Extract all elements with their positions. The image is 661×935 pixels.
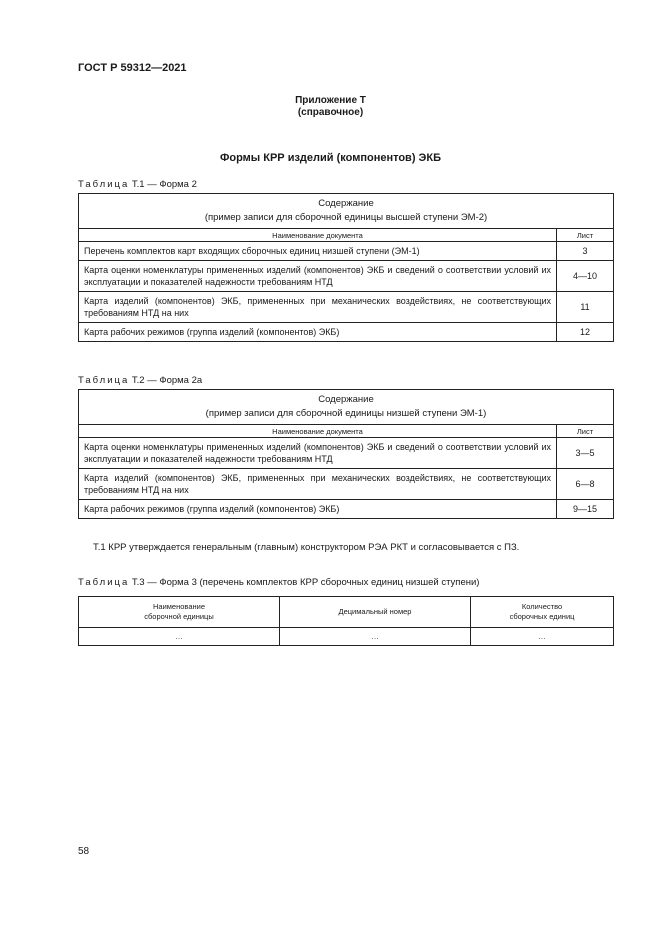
table1-caption bbox=[78, 179, 197, 190]
table1-title: Содержание bbox=[318, 198, 374, 209]
table2-sheet-cell: 6—8 bbox=[557, 469, 614, 500]
table2-caption bbox=[78, 375, 202, 386]
table-row bbox=[79, 438, 614, 469]
table3-col1-line2: сборочной единицы bbox=[144, 612, 214, 621]
table-row bbox=[79, 628, 614, 646]
table-row bbox=[79, 292, 614, 323]
table2-caption-rest: Т.2 — Форма 2а bbox=[129, 375, 203, 386]
table3-cell: … bbox=[471, 628, 614, 646]
table2-col-doc-header: Наименование документа bbox=[79, 425, 557, 438]
table1-title-cell bbox=[79, 194, 614, 229]
table3-col1-line1: Наименование bbox=[153, 602, 205, 611]
table2-caption-prefix: Таблица bbox=[78, 375, 130, 386]
table3-caption-rest: Т.3 — Форма 3 (перечень комплектов КРР сборочных единиц низшей ступени) bbox=[129, 577, 480, 588]
table1-caption-prefix: Таблица bbox=[78, 179, 130, 190]
appendix-subtitle: (справочное) bbox=[297, 107, 364, 118]
table3-caption-prefix: Таблица bbox=[78, 577, 130, 588]
table1-sheet-cell: 11 bbox=[557, 292, 614, 323]
table3-caption bbox=[78, 577, 479, 588]
table2-doc-cell: Карта рабочих режимов (группа изделий (компонентов) ЭКБ) bbox=[79, 500, 557, 519]
approval-note: Т.1 КРР утверждается генеральным (главным) конструктором РЭА РКТ и согласовывается с ПЗ. bbox=[93, 542, 520, 553]
table2-col-sheet-header: Лист bbox=[557, 425, 614, 438]
table3-col1-header bbox=[79, 597, 280, 628]
table-row bbox=[79, 500, 614, 519]
table1-doc-cell: Карта изделий (компонентов) ЭКБ, примененных при механических воздействиях, не соответствующих требованиям НТД на них bbox=[79, 292, 557, 323]
appendix-title: Приложение Т bbox=[295, 95, 366, 106]
table3-col2-header: Децимальный номер bbox=[280, 597, 471, 628]
table1-subtitle: (пример записи для сборочной единицы высшей ступени ЭМ-2) bbox=[204, 212, 488, 223]
table3-col3-line1: Количество bbox=[521, 602, 563, 611]
table2 bbox=[78, 389, 614, 519]
table1-sheet-cell: 12 bbox=[557, 323, 614, 342]
table1-caption-rest: Т.1 — Форма 2 bbox=[129, 179, 197, 190]
document-header: ГОСТ Р 59312—2021 bbox=[78, 62, 187, 74]
table-row bbox=[79, 469, 614, 500]
table2-doc-cell: Карта оценки номенклатуры примененных изделий (компонентов) ЭКБ и сведений о соответствии условий их эксплуатации и показателей надежности требованиям НТД bbox=[79, 438, 557, 469]
table2-doc-cell: Карта изделий (компонентов) ЭКБ, примененных при механических воздействиях, не соответствующих требованиям НТД на них bbox=[79, 469, 557, 500]
table2-title-cell bbox=[79, 390, 614, 425]
table3-cell: … bbox=[79, 628, 280, 646]
appendix-heading bbox=[0, 95, 661, 119]
table1-col-doc-header: Наименование документа bbox=[79, 229, 557, 242]
table1-doc-cell: Перечень комплектов карт входящих сборочных единиц низшей ступени (ЭМ-1) bbox=[79, 242, 557, 261]
table1-doc-cell: Карта рабочих режимов (группа изделий (компонентов) ЭКБ) bbox=[79, 323, 557, 342]
table-row bbox=[79, 323, 614, 342]
table3-cell: … bbox=[280, 628, 471, 646]
table2-title: Содержание bbox=[318, 394, 374, 405]
table1-sheet-cell: 4—10 bbox=[557, 261, 614, 292]
table3-col3-header bbox=[471, 597, 614, 628]
table3-col3-line2: сборочных единиц bbox=[509, 612, 575, 621]
table-row bbox=[79, 261, 614, 292]
table2-sheet-cell: 9—15 bbox=[557, 500, 614, 519]
table-row bbox=[79, 242, 614, 261]
table2-subtitle: (пример записи для сборочной единицы низшей ступени ЭМ-1) bbox=[205, 408, 487, 419]
table2-sheet-cell: 3—5 bbox=[557, 438, 614, 469]
table3 bbox=[78, 596, 614, 646]
table1-col-sheet-header: Лист bbox=[557, 229, 614, 242]
section-title: Формы КРР изделий (компонентов) ЭКБ bbox=[219, 152, 441, 164]
table1-doc-cell: Карта оценки номенклатуры примененных изделий (компонентов) ЭКБ и сведений о соответствии условий их эксплуатации и показателей надежности требованиям НТД bbox=[79, 261, 557, 292]
page-number: 58 bbox=[78, 846, 90, 857]
table1 bbox=[78, 193, 614, 342]
table1-sheet-cell: 3 bbox=[557, 242, 614, 261]
